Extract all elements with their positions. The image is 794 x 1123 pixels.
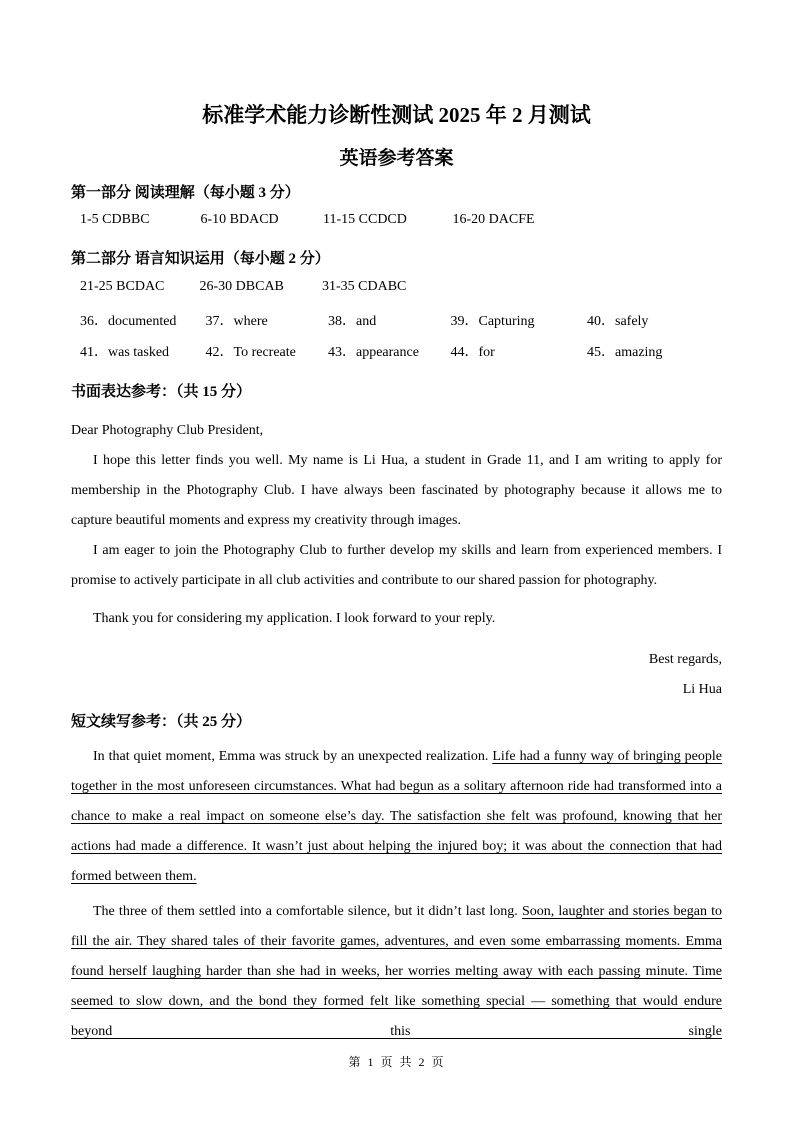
letter-signature: Li Hua	[682, 682, 722, 697]
continuation-paragraph	[71, 897, 722, 1047]
fill-answer: 44．for	[450, 345, 495, 360]
fill-answers-row	[71, 342, 722, 364]
page-footer: 第 1 页 共 2 页	[348, 1055, 446, 1069]
fill-answer: 41．was tasked	[80, 345, 170, 360]
continuation-heading: 短文续写参考：（共 25 分）	[71, 714, 252, 730]
answer-group: 16-20 DACFE	[452, 212, 535, 227]
document-subtitle: 英语参考答案	[339, 148, 454, 169]
letter-salutation: Dear Photography Club President,	[71, 423, 264, 438]
text-segment: The three of them settled into a comfortable silence, but it didn’t last long.	[93, 904, 522, 919]
answer-group: 21-25 BCDAC	[80, 279, 165, 294]
answer-group: 31-35 CDABC	[322, 279, 407, 294]
letter-paragraph: Thank you for considering my application. I look forward to your reply.	[93, 611, 496, 626]
fill-answer: 39．Capturing	[450, 314, 535, 329]
fill-answer: 38．and	[328, 314, 377, 329]
fill-answer: 42．To recreate	[205, 345, 296, 360]
continuation-paragraph	[71, 742, 722, 892]
fill-answer: 37．where	[205, 314, 268, 329]
document-title: 标准学术能力诊断性测试 2025 年 2 月测试	[202, 103, 591, 127]
answer-group: 1-5 CDBBC	[80, 212, 150, 227]
underlined-text-segment: Life had a funny way of bringing people together in the most unforeseen circumstances. What had begun as a solitary afternoon ride had transformed into a chance to make a real impact on someone else’s day. The satisfaction she felt was profound, knowing that her actions had made a difference. It wasn’t just about helping the injured boy; it was about the connection that had formed between them.	[71, 749, 722, 884]
text-segment: In that quiet moment, Emma was struck by an unexpected realization.	[93, 749, 493, 764]
underlined-text-segment: Soon, laughter and stories began to fill the air. They shared tales of their favorite games, adventures, and even some embarrassing moments. Emma found herself laughing harder than she had in weeks, her worries melting away with each passing minute. Time seemed to slow down, and the bond they formed felt like something special — something that would endure beyond this single	[71, 904, 722, 1039]
letter-closing: Best regards,	[648, 652, 722, 667]
fill-answer: 36．documented	[80, 314, 177, 329]
letter-paragraph: I hope this letter finds you well. My name is Li Hua, a student in Grade 11, and I am writing to apply for membership in the Photography Club. I have always been fascinated by photography because it allows me to capture beautiful moments and express my creativity through images.	[71, 453, 722, 528]
part2-heading: 第二部分 语言知识运用（每小题 2 分）	[71, 251, 330, 267]
fill-answer: 43．appearance	[328, 345, 419, 360]
fill-answer: 45．amazing	[587, 345, 663, 360]
answer-group: 26-30 DBCAB	[199, 279, 284, 294]
fill-answers-row	[71, 311, 722, 333]
writing-heading: 书面表达参考：（共 15 分）	[71, 384, 252, 400]
part1-heading: 第一部分 阅读理解（每小题 3 分）	[71, 185, 300, 201]
language-use-answers-row	[71, 276, 722, 298]
answer-group: 6-10 BDACD	[200, 212, 279, 227]
answer-group: 11-15 CCDCD	[323, 212, 407, 227]
fill-answer: 40．safely	[587, 314, 649, 329]
reading-answers-row	[71, 209, 722, 231]
letter-paragraph: I am eager to join the Photography Club to further develop my skills and learn from experienced members. I promise to actively participate in all club activities and contribute to our shared passion for photography.	[71, 543, 722, 588]
